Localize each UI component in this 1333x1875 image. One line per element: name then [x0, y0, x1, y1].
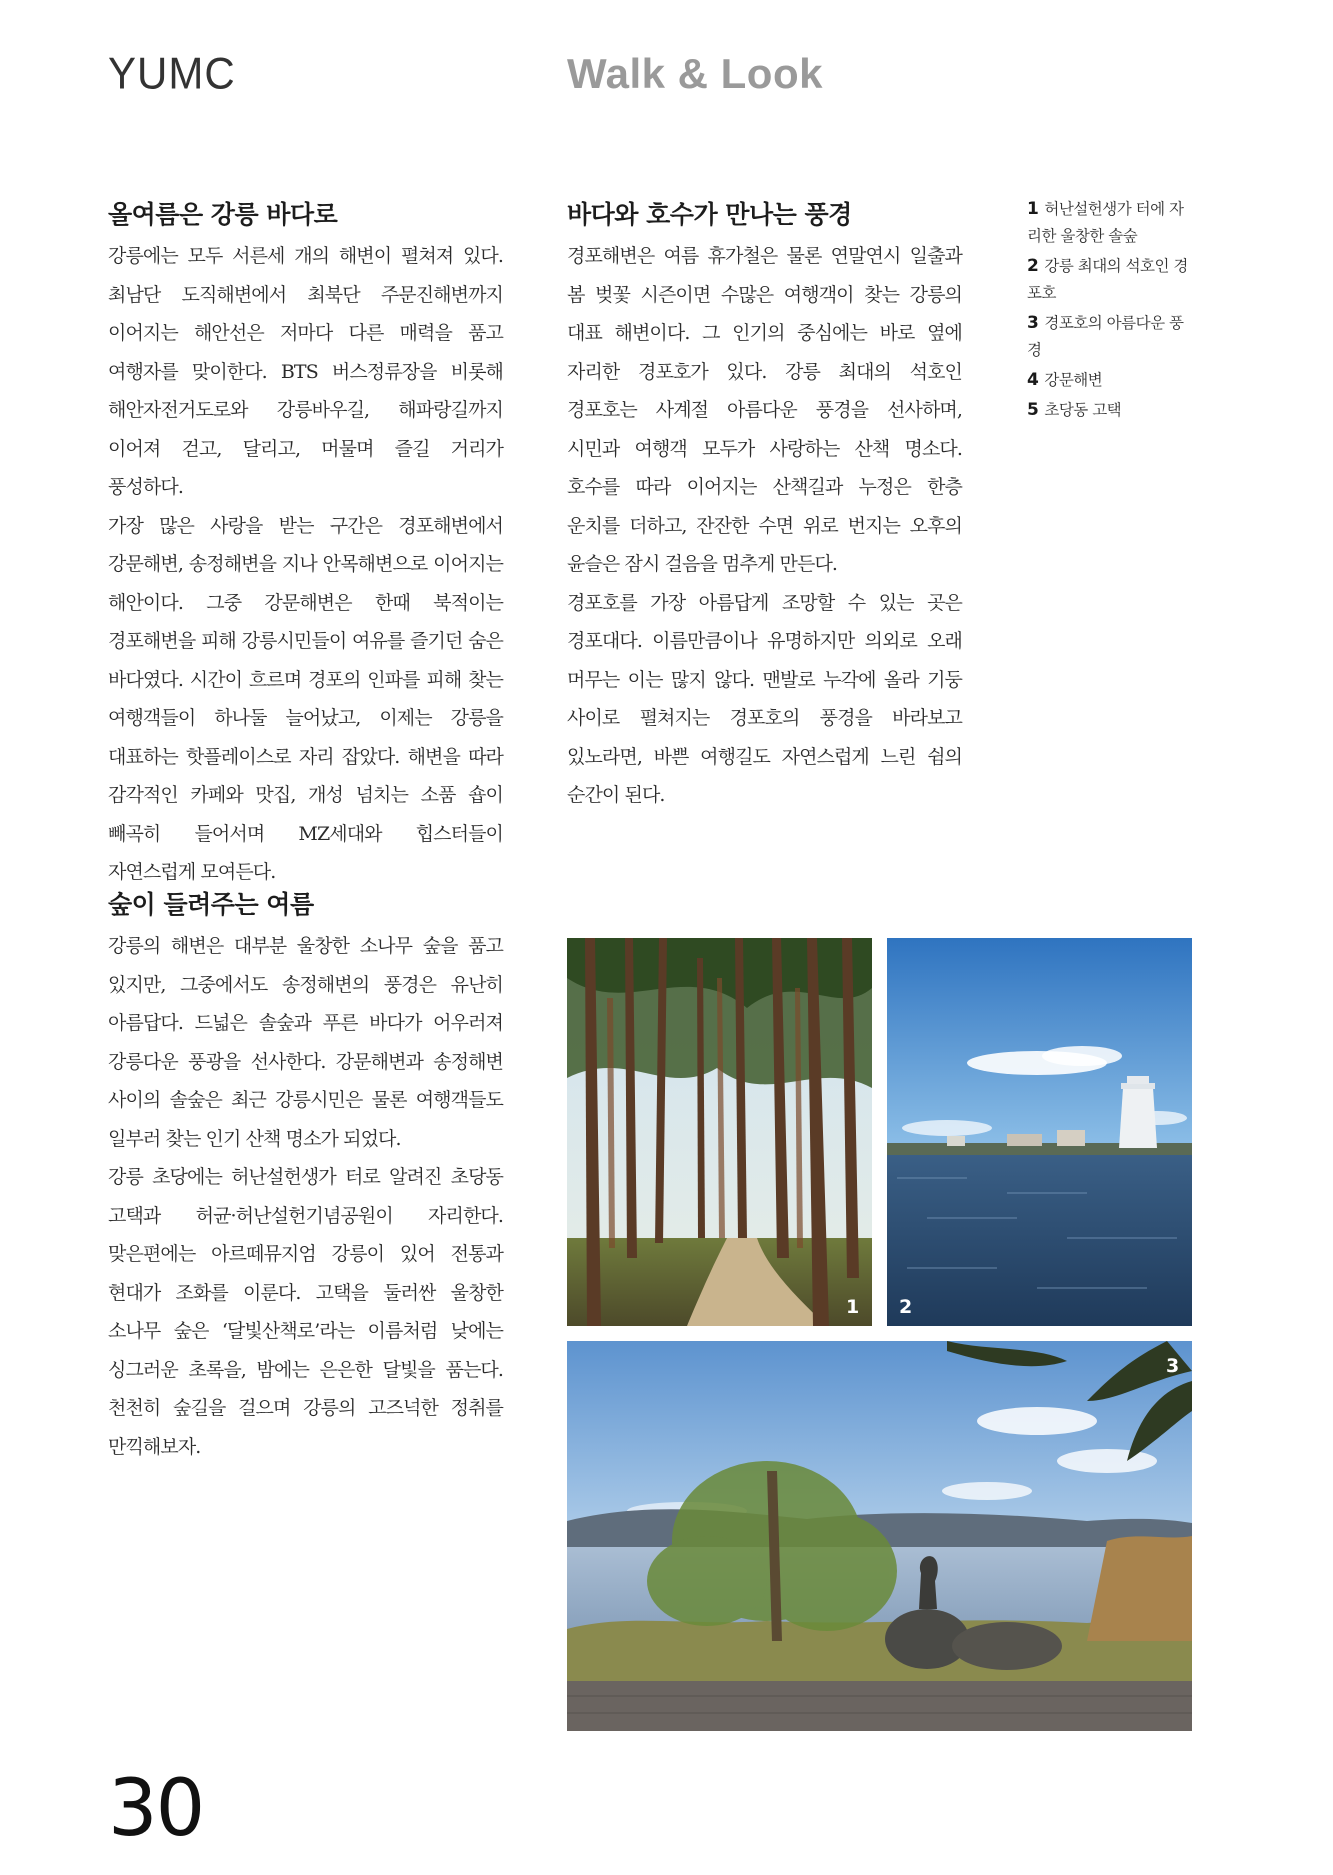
caption-text: 경포호의 아름다운 풍경 [1027, 314, 1184, 359]
lakeside-statue-icon [567, 1341, 1192, 1731]
article-title: 바다와 호수가 만나는 풍경 [567, 200, 852, 229]
photo-number: 3 [1166, 1355, 1180, 1377]
article-paragraph: 강릉에는 모두 서른세 개의 해변이 펼쳐져 있다. 최남단 도직해변에서 최북단 주문진해변까지 이어지는 해안선은 저마다 다른 매력을 품고 여행자를 맞이한다. BTS 버스정류장을 비롯해 해안자전거도로와 강릉바우길, 해파랑길까지 이어져 걷고, 달리고, 머물며 즐길 거리가 풍성하다. [108, 245, 503, 498]
caption-text: 허난설헌생가 터에 자리한 울창한 솔숲 [1027, 200, 1184, 245]
caption-number: 4 [1027, 370, 1039, 390]
caption-text: 초당동 고택 [1044, 401, 1122, 419]
photo-captions [1027, 196, 1197, 427]
photo-pine-forest [567, 938, 872, 1326]
caption-number: 5 [1027, 400, 1039, 420]
caption-item [1027, 397, 1197, 424]
article-title: 숲이 들려주는 여름 [108, 890, 314, 919]
photo-number: 2 [899, 1296, 913, 1318]
article-1 [108, 195, 503, 892]
photo-lakeside-statue [567, 1341, 1192, 1731]
photo-lake-hotel [887, 938, 1192, 1326]
photo-number: 1 [846, 1296, 860, 1318]
caption-number: 1 [1027, 199, 1039, 219]
brand-logo: YUMC [108, 48, 236, 99]
article-paragraph: 경포해변은 여름 휴가철은 물론 연말연시 일출과 봄 벚꽃 시즌이면 수많은 여행객이 찾는 강릉의 대표 해변이다. 그 인기의 중심에는 바로 옆에 자리한 경포호가 있다. 강릉 최대의 석호인 경포호는 사계절 아름다운 풍경을 선사하며, 시민과 여행객 모두가 사랑하는 산책 명소다. 호수를 따라 이어지는 산책길과 누정은 한층 운치를 더하고, 잔잔한 수면 위로 번지는 오후의 윤슬은 잠시 걸음을 멈추게 만든다. [567, 245, 962, 575]
caption-number: 3 [1027, 313, 1039, 333]
caption-item [1027, 253, 1197, 307]
caption-number: 2 [1027, 256, 1039, 276]
article-2 [567, 195, 962, 815]
caption-item [1027, 196, 1197, 250]
caption-text: 강릉 최대의 석호인 경포호 [1027, 257, 1188, 302]
caption-item [1027, 367, 1197, 394]
article-paragraph: 강릉의 해변은 대부분 울창한 소나무 숲을 품고 있지만, 그중에서도 송정해변의 풍경은 유난히 아름답다. 드넓은 솔숲과 푸른 바다가 어우러져 강릉다운 풍광을 선사한다. 강문해변과 송정해변 사이의 솔숲은 최근 강릉시민은 물론 여행객들도 일부러 찾는 인기 산책 명소가 되었다. [108, 935, 503, 1150]
article-title: 올여름은 강릉 바다로 [108, 200, 338, 229]
lake-with-hotel-tower-icon [887, 938, 1192, 1326]
page-number: 30 [108, 1764, 204, 1854]
article-paragraph: 가장 많은 사랑을 받는 구간은 경포해변에서 강문해변, 송정해변을 지나 안목해변으로 이어지는 해안이다. 그중 강문해변은 한때 북적이는 경포해변을 피해 강릉시민들이 여유를 즐기던 숨은 바다였다. 시간이 흐르며 경포의 인파를 피해 찾는 여행객들이 하나둘 늘어났고, 이제는 강릉을 대표하는 핫플레이스로 자리 잡았다. 해변을 따라 감각적인 카페와 맛집, 개성 넘치는 소품 숍이 빼곡히 들어서며 MZ세대와 힙스터들이 자연스럽게 모여든다. [108, 514, 503, 883]
caption-text: 강문해변 [1044, 371, 1103, 389]
section-title: Walk & Look [567, 50, 823, 97]
article-3 [108, 885, 503, 1466]
caption-item [1027, 310, 1197, 364]
article-paragraph: 강릉 초당에는 허난설헌생가 터로 알려진 초당동 고택과 허균·허난설헌기념공원이 자리한다. 맞은편에는 아르떼뮤지엄 강릉이 있어 전통과 현대가 조화를 이룬다. 고택을 둘러싼 울창한 소나무 숲은 ‘달빛산책로’라는 이름처럼 낮에는 싱그러운 초록을, 밤에는 은은한 달빛을 품는다. 천천히 숲길을 걸으며 강릉의 고즈넉한 정취를 만끽해보자. [108, 1166, 503, 1458]
article-paragraph: 경포호를 가장 아름답게 조망할 수 있는 곳은 경포대다. 이름만큼이나 유명하지만 의외로 오래 머무는 이는 많지 않다. 맨발로 누각에 올라 기둥 사이로 펼쳐지는 경포호의 풍경을 바라보고 있노라면, 바쁜 여행길도 자연스럽게 느린 쉼의 순간이 된다. [567, 591, 962, 806]
pine-forest-path-icon [567, 938, 872, 1326]
